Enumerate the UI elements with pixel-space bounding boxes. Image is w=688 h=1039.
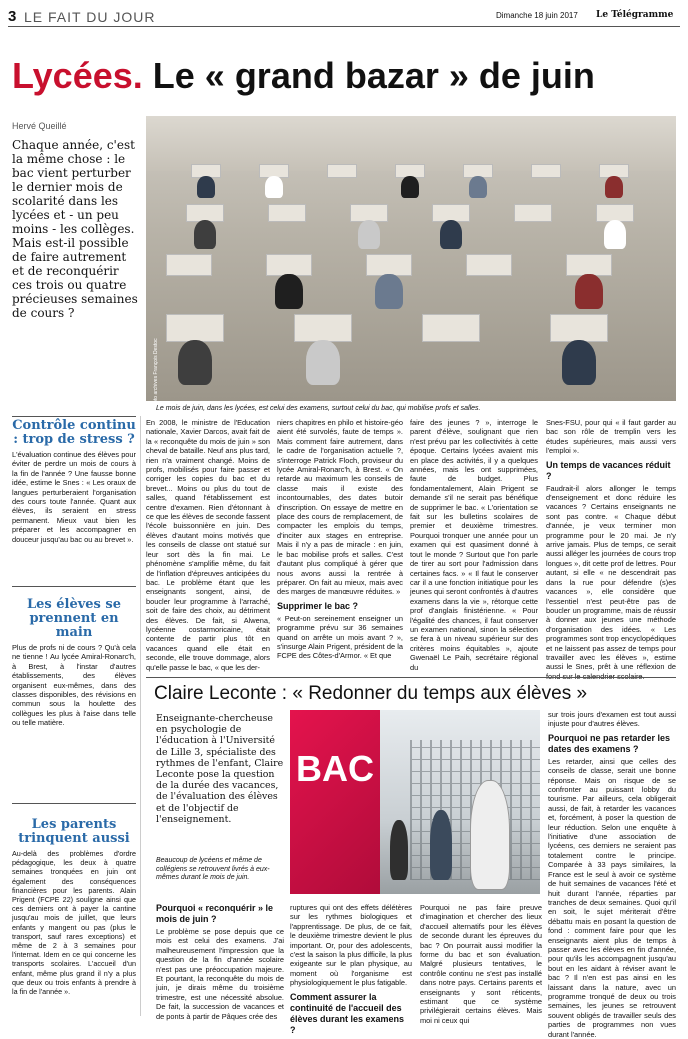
article-column-1: En 2008, le ministre de l'Education nationale, Xavier Darcos, avait fait de la « reconquête du mois de juin » son cheval de bataille. Neuf ans plus tard, rien n'a vraiment changé. Moins de profs, mobilisés pour faire passer et corriger les copies du bac et du brevet... Moins ou plus du tout de salles, quand l'établissement est centre d'examen. Rien d'étonnant à ce que les élèves de seconde fassent l'école buissonnière en juin. Des élèves d'autant moins motivés que les conseils de classe ont statué sur leur sort dès la fin mai. Le phénomène s'amplifie même, du fait de l'inflation d'épreuves anticipées du bac. Le problème étant que les enseignants songent, ainsi, de boucler leur programme à l'arraché, soit de faire des choix, au détriment des élèves. De fait, si Alwena, lycéenne costarmoricaine, était contente de partir plus tôt en vacances quand elle était en seconde, elle trouve dommage, alors qu'elle passe le bac, « que les der- [146,418,270,672]
interview-intro: Enseignante-chercheuse en psychologie de l'éducation à l'Université de Lille 3, spécialiste des rythmes de l'enfant, Claire Leconte pose la question de la durée des vacances, de l'évaluation des élèves et de l'objectif de l'enseignement. [156,713,284,825]
article-column-4 [546,418,676,681]
headline-title: Le « grand bazar » de juin [152,55,595,96]
student-figure [575,274,603,309]
page-header [8,8,680,26]
header-rule [8,26,680,27]
subhead-supprimer: Supprimer le bac ? [277,600,359,611]
interview-top-rule [146,677,676,678]
student-figure [375,274,403,309]
sidebar-body-2: Plus de profs ni de cours ? Qu'à cela ne tienne ! Au lycée Amiral-Ronarc'h, à Brest, à l'instar d'autres établissements, des élèves organisent eux-mêmes, dans des classes disponibles, des révisions en commun sous la houlette des collègues les plus à l'aise dans telle ou telle matière. [12,643,136,728]
headline-kicker: Lycées. [12,55,143,96]
subhead-temps: Un temps de vacances réduit ? [546,459,671,481]
answer-2: Pourquoi ne pas faire preuve d'imagination et chercher des lieux d'accueil alternatifs pour les élèves de seconde durant les épreuves du bac ? On pourrait aussi modifier la forme du bac et son évaluation. Malgré plusieurs tentatives, le contrôle continu ne s'est pas installé dans notre pays. Certains parents et enseignants y sont réticents, estimant que ce système privilégierait certains élèves. Mais moi ni ceux qui [420,903,542,1025]
answer-3: Les retarder, ainsi que celles des conseils de classe, serait une bonne réponse. Mais on risque de se confronter au puissant lobby du tourisme. Par ailleurs, cela obligerait aussi, de fait, à retarder les vacances et, forcément, à poser la question de leur réduction. Selon une enquête à l'initiative d'une association de lycéens, ces derniers ne seraient pas totalement contre le principe. Comparée à 33 pays similaires, la France est le seul à avoir ce système de huit semaines de vacances l'été et huit durant l'année, réparties par tranches de deux semaines. Quoi qu'il en soit, le sujet mériterait d'être débattu mais en posant la question de fond : comment faire pour que les enseignants aient plus de temps à passer avec les élèves en fin d'année, pour qu'ils les accompagnent jusqu'au bout en les aidant à réviser avant le bac ? Il n'en est pas ainsi en les laissant dans la nature, avec un programme tronqué de deux ou trois semaines, les jeunes se retrouvent souvent obligés de travailler seuls des parties de programmes non vues durant l'année. [548,756,676,1039]
sidebar-title-2: Les élèves se prennent en main [27,597,121,640]
supprimer-body: « Peut-on sereinement enseigner un programme prévu sur 36 semaines quand on arrête un mois avant ? », s'insurge Alain Prigent, président de la FCPE des Côtes-d'Armor. « Et que [277,613,403,661]
sidebar-body-3: Au-delà des problèmes d'ordre pédagogique, les deux à quatre semaines tronquées en juin ont également des conséquences financières pour les parents. Alain Prigent (FCPE 22) souligne ainsi que ces derniers ont à payer la cantine jusqu'au mois de juillet, que leurs enfants y mangent ou pas (plus le transport, sauf rares exceptions) et même de 2 à 3 semaines pour l'internat. Idem en ce qui concerne les transports scolaires. L'accueil d'un enfant, même plus grand il n'y a plus que deux ou trois enfants à prendre à la fin de l'année ». [12,849,136,997]
exam-desk [166,254,212,276]
student-figure [562,340,597,385]
interview-title: Claire Leconte : « Redonner du temps aux élèves » [154,683,588,704]
article-column-4-text: Snes-FSU, pour qui « il faut garder au bac son rôle de tremplin vers les études supérieures, mais aussi vers l'emploi ». [546,418,676,456]
student-figure [306,340,341,385]
interview-col-1 [156,903,284,1021]
interview-col-4 [548,710,676,1039]
gym-wall [146,116,676,171]
page-number: 3 [8,8,17,25]
issue-date: Dimanche 18 juin 2017 [496,11,578,20]
student-figure [178,340,213,385]
interview-col-2-text: ruptures qui ont des effets délétères sur les rythmes biologiques et l'apprentissage. De plus, de ce fait, le deuxième trimestre devient le plus important. Or, pour des adolescents, c'est la saison la plus difficile, la plus exigeante sur le plan physique, au moment où l'organisme est physiologiquement le plus fatigable. [290,903,412,988]
exam-desk [327,164,357,178]
article-column-2-text: niers chapitres en philo et histoire-géo aient été survolés, faute de temps ». Mais comment faire autrement, dans le cadre de l'organisation actuelle ?, s'interroge Patrick Floch, proviseur du lycée Amiral-Ronarc'h, à Brest. « On retarde au maximum les conseils de classe mais il existe des incontournables, des dates butoir d'inscription. On essaye de mettre en place des cours de remplacement, de compacter les emplois du temps, d'inciter aux stages en entreprise. Mais il n'y a pas de miracle : en juin, le bac mobilise profs et salles. C'est d'autant plus compliqué à gérer que nous avons aussi la rentrée à préparer. On fait au mieux, mais avec des marges de manœuvre réduites. » [277,418,403,597]
exam-desk [166,314,224,342]
exam-desk [566,254,612,276]
student-figure-1 [470,780,510,890]
sidebar-title-1: Contrôle continu : trop de stress ? [12,418,136,447]
exam-desk [366,254,412,276]
student-figure [605,176,623,198]
bac-banner [290,710,380,894]
main-photo-caption: Le mois de juin, dans les lycées, est celui des examens, surtout celui du bac, qui mobilise profs et salles. [156,405,481,412]
student-figure [440,220,463,249]
student-figure [604,220,627,249]
interview-col-3 [420,903,542,1025]
student-figure [194,220,217,249]
student-figure [358,220,381,249]
photo-credit: Photo archives François Destoc [153,338,159,409]
lead-paragraph: Chaque année, c'est la même chose : le bac vient perturber le dernier mois de scolarité dans les lycées et - un peu moins - les collèges. Mais est-il possible de faire autrement et de reconquérir ces trois ou quatre précieuses semaines de cours ? [12,138,138,320]
byline: Hervé Queillé [12,121,67,131]
student-figure [265,176,283,198]
temps-body: Faudrait-il alors allonger le temps d'enseignement et donc réduire les vacances ? Certains enseignants ne sont pas contre. « Chaque début d'année, je veux terminer mon programme pour le 20 mai. Je n'y arrive jamais. Plus de temps, ce serait aussi alléger les journées de cours trop longues », dit cette prof de lettres. Pour autant, si elle « ne descendrait pas dans la rue pour défendre (s)es vacances », elle considère que l'essentiel n'est peut-être pas de boucler un programme, mais de réussir à donner aux jeunes une méthode d'organisation des idées. « Les programmes sont trop encyclopédiques et ne laissent pas assez de temps pour travailler avec les élèves », estime aussi le Snes, prêt à une réflexion de [546,483,676,672]
answer-1: Le problème se pose depuis que ce mois est celui des examens. J'ai malheureusement l'impression que la question de la fin d'année scolaire n'est pas une préoccupation majeure. Et pourtant, la reconquête du mois de juin, je dirais même du troisième trimestre, est une nécessité absolue. De fait, la succession de vacances et de ponts à partir de Pâques crée des [156,927,284,1021]
column-divider [140,416,141,1016]
interview-photo-caption: Beaucoup de lycéens et même de collégiens se retrouvent livrés à eux-mêmes durant le mois de juin. [156,857,270,882]
student-figure-3 [390,820,408,880]
exam-desk [294,314,352,342]
student-figure-2 [430,810,452,880]
exam-desk [514,204,552,222]
exam-desk [466,254,512,276]
student-figure [275,274,303,309]
interview-col-4-top: sur trois jours d'examen est tout aussi injuste pour d'autres élèves. [548,710,676,729]
headline [12,56,682,100]
sidebar-box-1 [12,419,136,544]
interview-col-2 [290,903,412,1036]
student-figure [401,176,419,198]
sidebar-rule-1 [12,586,136,587]
bac-sign-text: BAC [296,748,374,789]
sidebar-title-3: Les parents trinquent aussi [18,817,130,846]
student-figure [469,176,487,198]
publication-name: Le Télégramme [596,10,674,20]
exam-desk [268,204,306,222]
exam-desk [550,314,608,342]
sidebar-box-2 [12,598,136,728]
exam-desk [531,164,561,178]
question-3: Pourquoi ne pas retarder les dates des examens ? [548,732,671,754]
sidebar-body-1: L'évaluation continue des élèves pour éviter de perdre un mois de cours à la fin de l'année ? Une fausse bonne idée, estime le Snes : « Les oraux de langues perturberaient l'organisation des cours toute l'année. Quant aux élèves, ils seraient en stress permanent. Mieux vaut bien les préparer et les accompagner en douceur jusqu'au bac ou au brevet ». [12,450,136,544]
interview-photo-credit: Photo archives Claude Prigent [542,830,548,898]
question-2: Comment assurer la continuité de l'accueil des élèves durant les examens ? [290,991,405,1035]
sidebar-box-3 [12,818,136,996]
sidebar-rule-2 [12,803,136,804]
interview-photo [290,710,548,898]
question-1: Pourquoi « reconquérir » le mois de juin ? [156,903,274,924]
article-column-2 [277,418,403,661]
exam-desk [422,314,480,342]
student-figure [197,176,215,198]
sidebar-top-rule [12,416,136,417]
section-label: LE FAIT DU JOUR [24,9,156,25]
exam-desk [266,254,312,276]
article-column-3: faire des jeunes ? », interroge le parent d'élève, soulignant que rien n'est prévu par les collectivités à cette époque. Certains lycées avaient mis en place des activités, il y a quelques années, mais les ont supprimées, faute de budget. Plus fondamentalement, Alain Prigent se demande s'il ne serait pas bénéfique de supprimer le bac. « L'orientation se fait sur les bulletins scolaires de premier et deuxième trimestres. Pourquoi tronquer une année pour un examen qui est quasiment donné à tout le monde ? Surtout que l'on parle de tirer au sort pour l'admission dans certaines facs. » « Il faut le conserver car il a une fonction initiatique pour les jeunes qui seront confrontés à d'autres examens dans la vie », rétorque cette prof d'anglais finistérienne. « Pour l'égalité des chances, il faut conserver un examen national, sinon la sélection se fera à un niveau supérieur sur des critères moins équitables », ajoute Gwenaël Le Paih, secrétaire régional du [410,418,538,672]
